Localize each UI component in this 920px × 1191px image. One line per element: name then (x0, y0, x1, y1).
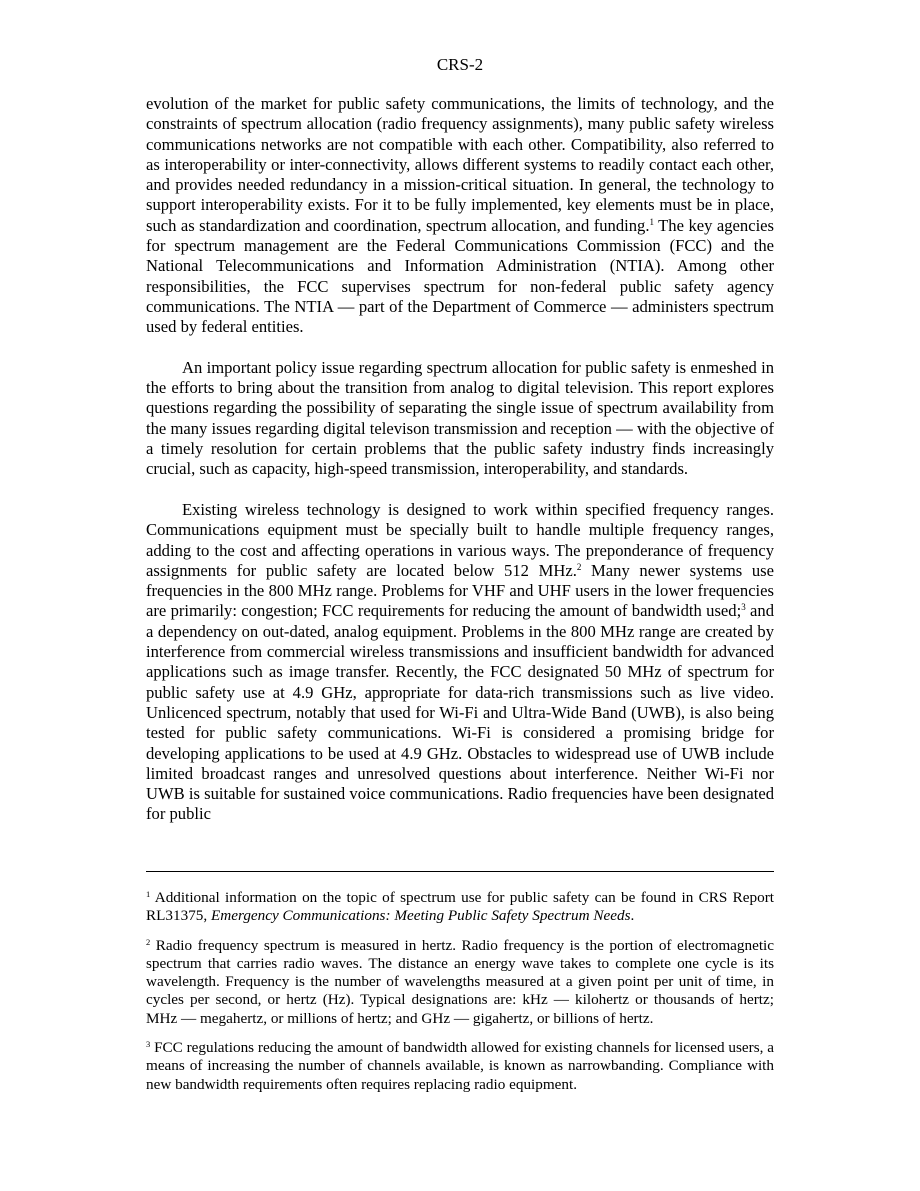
footnotes-section (146, 889, 774, 1105)
page-header (0, 54, 920, 76)
footnote-number: 2 (146, 936, 151, 947)
report-title: Emergency Communications: Meeting Public Safety Spectrum Needs (210, 907, 631, 925)
footnote-text: Radio frequency spectrum is measured in hertz. Radio frequency is the portion of electromagnetic spectrum that carries radio waves. The distance an energy wave takes to complete one cycle is its wavelength. Frequency is the number of wavelengths measured at a given point per unit of time, in cycles per second, or hertz (Hz). Typical designations are: kHz — kilohertz or thousands of hertz; MHz — megahertz, or millions of hertz; and GHz — gigahertz, or billions of hertz. (146, 936, 774, 1027)
footnote-text: . (630, 907, 635, 925)
paragraph-text: The key agencies for spectrum management are the Federal Communications Commission (FCC) and the National Telecommunications and Information Administration (NTIA). Among other responsibilities, the FCC supervises spectrum for non-federal public safety agency communications. The NTIA — part of the Department of Commerce — administers spectrum used by federal entities. (146, 215, 774, 337)
footnote-number: 3 (146, 1039, 151, 1050)
footnote-text: Additional information on the topic of spectrum use for public safety can be found in CRS Report RL31375, (146, 889, 774, 925)
paragraph-text: Many newer systems use frequencies in the 800 MHz range. Problems for VHF and UHF users in the lower frequencies are primarily: congestion; FCC requirements for reducing the amount of bandwidth used; (146, 560, 774, 621)
footnote-reference-2: 2 (576, 561, 582, 572)
main-body-text (146, 94, 774, 825)
paragraph-text: evolution of the market for public safety communications, the limits of technology, and the constraints of spectrum allocation (radio frequency assignments), many public safety wireless communications networks are not compatible with each other. Compatibility, also referred to as interoperability or inter-connectivity, allows different systems to readily contact each other, and provides needed redundancy in a mission-critical situation. In general, the technology to support interoperability exists. For it to be fully implemented, key elements must be in place, such as standardization and coordination, spectrum allocation, and funding. (146, 94, 774, 235)
paragraph-text: An important policy issue regarding spectrum allocation for public safety is enmeshed in the efforts to bring about the transition from analog to digital television. This report explores questions regarding the possibility of separating the single issue of spectrum availability from the many issues regarding digital televison transmission and reception — with the objective of a timely resolution for certain problems that the public safety industry finds increasingly crucial, such as capacity, high-speed transmission, interoperability, and standards. (146, 357, 774, 479)
footnote-reference-1: 1 (649, 216, 654, 227)
paragraph-text: Existing wireless technology is designed to work within specified frequency ranges. Communications equipment must be specially built to handle multiple frequency ranges, adding to the cost and affecting operations in various ways. The preponderance of frequency assignments for public safety are located below 512 MHz. (146, 499, 774, 580)
footnote-divider (146, 871, 774, 872)
footnote-reference-3: 3 (741, 602, 746, 613)
body-paragraph-1 (146, 94, 774, 338)
page-number-label: CRS-2 (436, 55, 484, 74)
body-paragraph-2 (146, 358, 774, 480)
footnote-text: FCC regulations reducing the amount of bandwidth allowed for existing channels for licensed users, a means of increasing the number of channels available, is known as narrowbanding. Compliance with new bandwidth requirements often requires replacing radio equipment. (146, 1039, 774, 1093)
paragraph-text: and a dependency on out-dated, analog equipment. Problems in the 800 MHz range are created by interference from commercial wireless transmissions and insufficient bandwidth for advanced applications such as image transfer. Recently, the FCC designated 50 MHz of spectrum for public safety use at 4.9 GHz, appropriate for data-rich transmissions such as live video. Unlicenced spectrum, notably that used for Wi-Fi and Ultra-Wide Band (UWB), is also being tested for public safety communications. Wi-Fi is considered a promising bridge for developing applications to be used at 4.9 GHz. Obstacles to widespread use of UWB include limited broadcast ranges and unresolved questions about interference. Neither Wi-Fi nor UWB is suitable for sustained voice communications. Radio frequencies have been designated for public (146, 601, 775, 824)
footnote-1 (146, 889, 774, 926)
footnote-3 (146, 1039, 774, 1094)
footnote-number: 1 (146, 889, 151, 899)
footnote-2 (146, 937, 774, 1028)
body-paragraph-3 (146, 500, 774, 825)
